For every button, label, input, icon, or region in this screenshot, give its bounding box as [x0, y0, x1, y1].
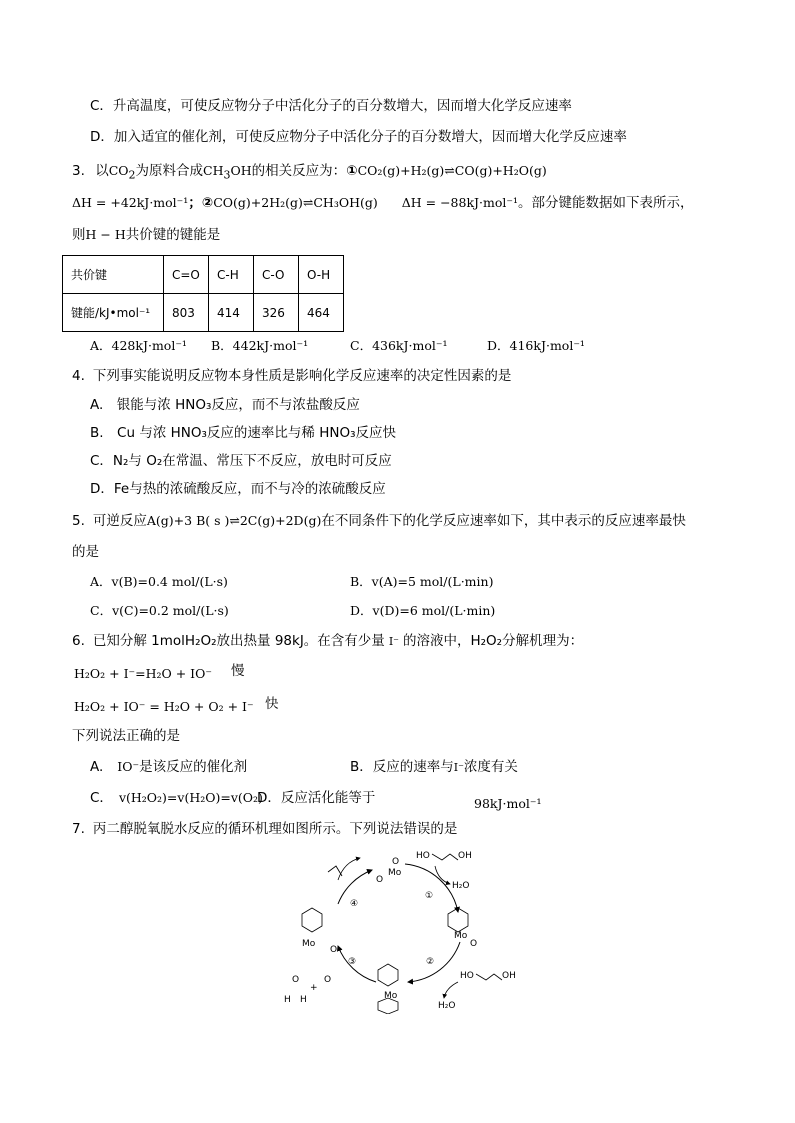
table-row [63, 294, 344, 332]
water-label-1: H₂O [452, 881, 470, 891]
q6-stem: 6. 已知分解 1molH₂O₂放出热量 98kJ。在含有少量 I⁻ 的溶液中，H₂O₂分解机理为： [72, 633, 584, 649]
question-number: 3. [72, 163, 85, 179]
question-number: 5. [72, 513, 85, 529]
oh-label-1: OH [458, 851, 472, 861]
question-number: 6. [72, 633, 85, 649]
step-label-2: ② [426, 957, 435, 967]
q6-option-d-value: 98kJ·mol⁻¹ [474, 796, 542, 811]
mo-right: Mo [454, 931, 468, 941]
ho-label-1: HO [416, 851, 430, 861]
water-label-2: H₂O [438, 1001, 456, 1011]
catalytic-cycle-diagram [280, 842, 530, 1014]
q2-option-d: D．加入适宜的催化剂，可使反应物分子中活化分子的百分数增大，因而增大化学反应速率 [90, 129, 627, 145]
q3-option-a: A．428kJ·mol⁻¹ [90, 338, 187, 353]
reaction-equation: A(g)+3 B( s )⇌2C(g)+2D(g) [146, 513, 322, 528]
ring-left [302, 908, 322, 932]
reaction-2: CO(g)+2H₂(g)⇌CH₃OH(g) [213, 195, 378, 210]
acetaldehyde-o: O [324, 975, 332, 985]
table-header-cell: C=O [164, 256, 209, 294]
q5-stem-cont: 的是 [72, 544, 99, 560]
q2-option-c: C．升高温度，可使反应物分子中活化分子的百分数增大，因而增大化学反应速率 [90, 98, 572, 114]
q3-stem-line2: ΔH = +42kJ·mol⁻¹；②CO(g)+2H₂(g)⇌CH₃OH(g) ΔH = −88kJ·mol⁻¹。部分键能数据如下表所示， [72, 195, 694, 211]
cycle-arrow-1 [405, 864, 458, 912]
q6-option-c: C． v(H₂O₂)=v(H₂O)=v(O₂) [90, 790, 263, 806]
table-header-cell: 共价键 [63, 256, 164, 294]
formaldehyde-h-2: H [300, 995, 307, 1005]
q4-option-b: B. Cu 与浓 HNO₃反应的速率比与稀 HNO₃反应快 [90, 425, 396, 441]
q4-stem: 4. 下列事实能说明反应物本身性质是影响化学反应速率的决定性因素的是 [72, 368, 512, 384]
q3-stem-line1: 3. 以$CO_2$为原料合成$CH_3OH$的相关反应为：①CO₂(g)+H₂(g)⇌CO(g)+H₂O(g) [72, 163, 547, 182]
question-number: 7. [72, 821, 85, 837]
step-label-4: ④ [350, 899, 359, 909]
o-left: O [330, 945, 338, 955]
q4-option-a: A. 银能与浓 HNO₃反应，而不与浓盐酸反应 [90, 397, 360, 413]
table-cell: 464 [299, 294, 344, 332]
mechanism-step-2: H₂O₂ + IO⁻ = H₂O + O₂ + I⁻ [74, 699, 254, 714]
oh-label-2: OH [502, 971, 516, 981]
mo-top: Mo [388, 868, 402, 878]
q3-option-d: D．416kJ·mol⁻¹ [487, 338, 585, 353]
formaldehyde-o: O [292, 975, 300, 985]
question-number: 4. [72, 368, 85, 384]
propanediol-skeleton-2 [476, 974, 502, 980]
table-cell: 326 [254, 294, 299, 332]
delta-h-1: ΔH = +42kJ·mol⁻¹ [72, 195, 189, 210]
q3-option-c: C．436kJ·mol⁻¹ [350, 338, 448, 353]
q5-option-c: C．v(C)=0.2 mol/(L·s) [90, 603, 229, 618]
water-out-arrow-2 [444, 982, 458, 998]
delta-h-2: ΔH = −88kJ·mol⁻¹ [401, 195, 519, 210]
q5-stem: 5. 可逆反应A(g)+3 B( s )⇌2C(g)+2D(g)在不同条件下的化学反应速率如下，其中表示的反应速率最快 [72, 513, 686, 529]
propene-out-arrow [338, 858, 360, 880]
o-top-1: O [392, 857, 400, 867]
q5-option-a: A．v(B)=0.4 mol/(L·s) [90, 574, 228, 589]
reaction-1: CO₂(g)+H₂(g)⇌CO(g)+H₂O(g) [357, 163, 547, 178]
step-label-1: ① [425, 891, 434, 901]
mo-bottom: Mo [384, 991, 398, 1001]
q6-option-b: B．反应的速率与I⁻浓度有关 [350, 759, 518, 775]
q3-stem-line3: 则H − H共价键的键能是 [72, 227, 221, 243]
q6-option-a: A. IO⁻是该反应的催化剂 [90, 759, 248, 775]
q4-option-d: D．Fe与热的浓硫酸反应，而不与冷的浓硫酸反应 [90, 481, 386, 497]
mechanism-step-1: H₂O₂ + I⁻=H₂O + IO⁻ [74, 666, 212, 681]
o-right: O [470, 939, 478, 949]
table-header-cell: O-H [299, 256, 344, 294]
table-row-label: 键能/kJ•mol⁻¹ [63, 294, 164, 332]
table-cell: 414 [209, 294, 254, 332]
water-out-arrow-1 [435, 866, 450, 884]
ring-bottom-upper [378, 964, 398, 986]
table-header-cell: C-O [254, 256, 299, 294]
bond-energy-table [62, 255, 344, 332]
ho-label-2: HO [460, 971, 474, 981]
mo-left: Mo [302, 939, 316, 949]
q5-option-b: B．v(A)=5 mol/(L·min) [350, 574, 494, 589]
table-header-row [63, 256, 344, 294]
slow-label: 慢 [231, 663, 245, 679]
step-label-3: ③ [348, 957, 357, 967]
table-cell: 803 [164, 294, 209, 332]
propanediol-skeleton-1 [432, 854, 458, 860]
cycle-arrow-3 [338, 946, 376, 982]
table-header-cell: C-H [209, 256, 254, 294]
plus-sign: + [310, 983, 318, 993]
fast-label: 快 [265, 696, 279, 712]
q3-option-b: B．442kJ·mol⁻¹ [211, 338, 309, 353]
q6-option-d: D．反应活化能等于 [257, 790, 376, 806]
o-top-2: O [376, 875, 384, 885]
q7-stem: 7. 丙二醇脱氧脱水反应的循环机理如图所示。下列说法错误的是 [72, 821, 458, 837]
q6-ask: 下列说法正确的是 [72, 728, 180, 744]
q4-option-c: C．N₂与 O₂在常温、常压下不反应，放电时可反应 [90, 453, 392, 469]
formaldehyde-h-1: H [284, 995, 291, 1005]
q5-option-d: D．v(D)=6 mol/(L·min) [350, 603, 496, 618]
